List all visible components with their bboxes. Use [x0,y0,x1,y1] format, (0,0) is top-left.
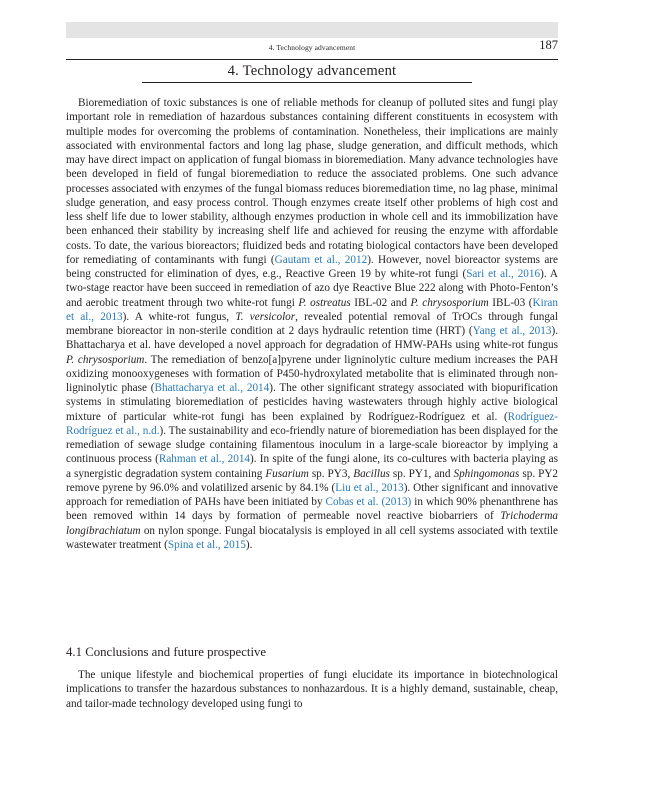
subsection-title: 4.1 Conclusions and future prospective [66,645,267,659]
citation-link[interactable]: Spina et al., 2015 [167,538,246,551]
citation-link[interactable]: Cobas et al. (2013) [325,496,412,508]
citation-link[interactable]: Bhattacharya et al., 2014 [154,382,270,394]
top-gray-band [66,22,558,38]
citation-link[interactable]: Kiran et al., 2013 [66,296,558,323]
page-number: 187 [539,38,558,52]
body-paragraph-2: The unique lifestyle and biochemical properties of fungi elucidate its importance in biotechnological implications to transfer the hazardous substances to nonhazardous. It is a highly demand, sustainable, cheap, and tailor-made technology developed using fungi to [66,669,558,710]
running-title: 4. Technology advancement [268,43,356,52]
citation-link[interactable]: Yang et al., 2013 [472,325,552,337]
section-title: 4. Technology advancement [227,63,397,79]
body-paragraph-1: Bioremediation of toxic substances is one of reliable methods for cleanup of polluted sites and fungi play important role in remediation of hazardous substances containing different constituents in ecosystem with multiple modes for overcoming the problems of contamination. Nonetheless, their implications are mainly associated with environmental factors and long lag phase, sludge generation, and difficult methods, which may have direct impact on application of fungal biomass in bioremediation. Many advance technologies have been developed in field of fungal bioremediation to reduce the associated problems. One such advance processes associated with enzymes of the fungal biomass reduces bioremediation time, no lag phase, minimal sludge generation, and easy process control. Though enzymes create itself other problems of high cost and less shelf life due to lower stability, although enzymes production in whole cell and its immobilization have been enhanced their stability by increasing shelf life and achieved for reusing the enzyme with affordable costs. To date, the various bioreactors; fluidized beds and rotating biological contactors have been developed for remediating of contaminants with fungi (Gautam et al., 2012). However, novel bioreactor systems are being constructed for elimination of dyes, e.g., Reactive Green 19 by white-rot fungi (Sari et al., 2016). A two-stage reactor have been succeed in remediation of azo dye Reactive Blue 222 along with Photo-Fenton’s and aerobic treatment through two white-rot fungi P. ostreatus IBL-02 and P. chrysosporium IBL-03 (Kiran et al., 2013). A white-rot fungus, T. versicolor, revealed potential removal of TrOCs through fungal membrane bioreactor in non-sterile condition at 2 days hydraulic retention time (HRT) (Yang et al., 2013). Bhattacharya et al. have developed a novel approach for degradation of HMW-PAHs using white-rot fungus P. chrysosporium. The remediation of benzo[a]pyrene under ligninolytic culture medium increases the PAH oxidizing monooxygeneses with formation of P450-hydroxylated metabolite that is eliminated through non-ligninolytic phase (Bhattacharya et al., 2014). The other significant strategy associated with biopurification systems in stimulating bioremediation of pesticides having wastewaters through highly active biological mixture of particular white-rot fungi has been explained by Rodríguez-Rodríguez et al. (Rodríguez-Rodríguez et al., n.d.). The sustainability and eco-friendly nature of bioremediation has been displayed for the remediation of sewage sludge containing filamentous inoculum in a large-scale bioreactor by implying a continuous process (Rahman et al., 2014). In spite of the fungi alone, its co-cultures with bacteria playing as a synergistic degradation system containing Fusarium sp. PY3, Bacillus sp. PY1, and Sphingomonas sp. PY2 remove pyrene by 96.0% and volatilized arsenic by 84.1% (Liu et al., 2013). Other significant and innovative approach for remediation of PAHs have been initiated by Cobas et al. (2013) in which 90% phenanthrene has been removed within 14 days by formation of permeable novel reactive biobarriers of Trichoderma longibrachiatum on nylon sponge. Fungal biocatalysis is employed in all cell systems associated with textile wastewater treatment (Spina et al., 2015). [66,97,559,551]
citation-link[interactable]: Liu et al., 2013 [335,481,404,494]
citation-link[interactable]: Gautam et al., 2012 [274,253,368,266]
section-title-rule [142,82,472,83]
citation-link[interactable]: Sari et al., 2016 [466,268,541,280]
citation-link[interactable]: Rahman et al., 2014 [158,453,251,466]
citation-link[interactable]: Rodríguez-Rodríguez et al., n.d. [66,410,558,437]
running-header [66,38,558,58]
header-rule [66,59,558,60]
